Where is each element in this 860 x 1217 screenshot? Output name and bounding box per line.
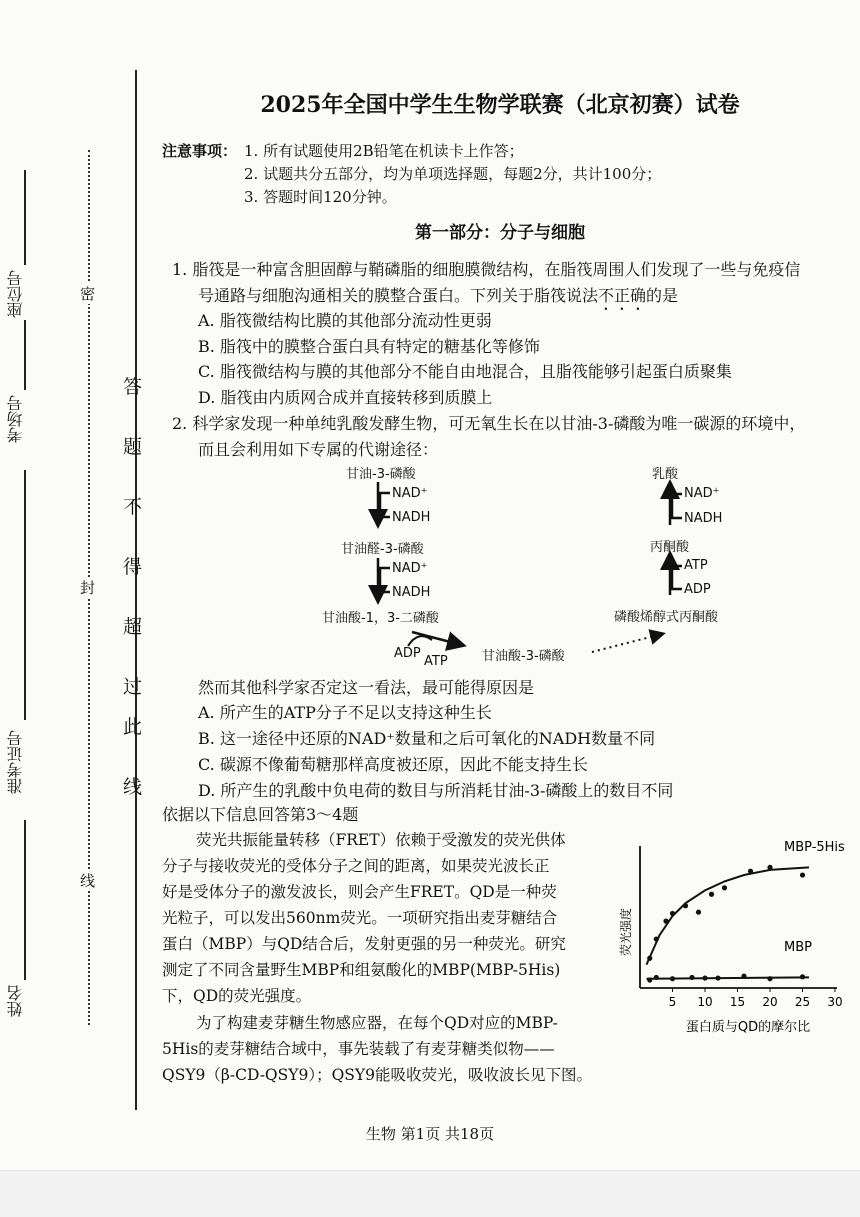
name-blank-line — [24, 820, 26, 980]
exam-title: 2025年全国中学生生物学联赛（北京初赛）试卷 — [260, 92, 740, 118]
label-lactate: 乳酸 — [652, 467, 679, 482]
bracket-atp — [672, 566, 682, 589]
viewer-bottom-band — [0, 1170, 860, 1217]
fret-chart — [612, 838, 852, 1038]
label-nadh-1: NADH — [392, 510, 431, 525]
warning-char: 题 — [123, 436, 143, 458]
page-footer: 生物 第1页 共18页 — [365, 1125, 495, 1143]
label-atp-2: ATP — [684, 558, 708, 573]
label-pyruvate: 丙酮酸 — [650, 540, 690, 555]
q2-stem-line2: 而且会利用如下专属的代谢途径： — [198, 440, 439, 459]
x-tick-label: 15 — [729, 995, 746, 1009]
arrow-3pg-to-pep — [592, 634, 662, 652]
data-point-mbp-5his — [654, 936, 659, 941]
info-line: 分子与接收荧光的受体分子之间的距离，如果荧光波长正 — [162, 857, 550, 875]
data-point-mbp-5his — [670, 911, 675, 916]
warning-char: 超 — [123, 616, 143, 638]
q2-option-b[interactable]: B. 这一途径中还原的NAD⁺数量和之后可氧化的NADH数量不同 — [198, 729, 656, 748]
bracket-nadh — [672, 494, 682, 518]
info-line: 测定了不同含量野生MBP和组氨酸化的MBP(MBP-5His) — [162, 961, 561, 979]
q2-option-d[interactable]: D. 所产生的乳酸中负电荷的数目与所消耗甘油-3-磷酸上的数目不同 — [198, 781, 674, 800]
warning-char: 答 — [123, 376, 143, 398]
room-number-label: 考场号 — [6, 395, 25, 443]
q1-option-d[interactable]: D. 脂筏由内质网合成并直接转移到质膜上 — [198, 388, 493, 407]
data-point-mbp-5his — [722, 885, 727, 890]
x-tick-label: 10 — [697, 995, 713, 1009]
seal-char-mi: 密 — [80, 285, 96, 303]
note-item: 1. 所有试题使用2B铅笔在机读卡上作答； — [244, 142, 524, 160]
q1-stem-end: 的是 — [646, 286, 679, 305]
x-tick-label: 5 — [668, 995, 677, 1009]
info-line: 下，QD的荧光强度。 — [162, 987, 312, 1005]
seat-number-label: 座位号 — [6, 270, 25, 318]
bracket-nad-1 — [380, 493, 390, 517]
data-point-mbp-5his — [767, 865, 772, 870]
ticket-number-label: 准考证号 — [6, 730, 25, 794]
label-nad-3: NAD⁺ — [684, 486, 720, 501]
warning-char: 得 — [123, 556, 143, 578]
q1-option-a[interactable]: A. 脂筏微结构比膜的其他部分流动性更弱 — [198, 311, 492, 330]
q1-stem-line1: 1. 脂筏是一种富含胆固醇与鞘磷脂的细胞膜微结构，在脂筏周围人们发现了一些与免疫信 — [172, 260, 801, 279]
warning-char: 此 — [123, 716, 143, 738]
data-point-mbp — [647, 977, 652, 982]
label-glyceraldehyde-3-phosphate: 甘油醛-3-磷酸 — [341, 542, 424, 557]
q1-option-c[interactable]: C. 脂筏微结构与膜的其他部分不能自由地混合，且脂筏能够引起蛋白质聚集 — [198, 362, 732, 381]
label-3-phosphoglycerate: 甘油酸-3-磷酸 — [482, 649, 565, 664]
info-line: 5His的麦芽糖结合域中，事先装载了有麦芽糖类似物—— — [162, 1040, 555, 1058]
info-line: 荧光共振能量转移（FRET）依赖于受激发的荧光供体 — [196, 831, 566, 849]
atp-curve — [408, 636, 432, 646]
label-adp-2: ADP — [684, 582, 711, 597]
seal-char-feng: 封 — [80, 579, 96, 597]
data-point-mbp — [800, 974, 805, 979]
label-nadh-3: NADH — [684, 511, 723, 526]
label-nad-1: NAD⁺ — [392, 486, 428, 501]
info-line: 光粒子，可以发出560nm荧光。一项研究指出麦芽糖结合 — [162, 909, 558, 927]
warning-char: 线 — [123, 776, 143, 798]
legend-mbp: MBP — [784, 940, 812, 955]
legend-mbp-5his: MBP-5His — [784, 840, 845, 855]
info-lead: 依据以下信息回答第3～4题 — [162, 805, 359, 824]
notes-label: 注意事项： — [162, 142, 238, 160]
x-tick-label: 20 — [762, 995, 778, 1009]
data-point-mbp — [654, 975, 659, 980]
section-heading: 第一部分：分子与细胞 — [415, 223, 585, 243]
note-item: 3. 答题时间120分钟。 — [244, 188, 397, 206]
q2-option-c[interactable]: C. 碳源不像葡萄糖那样高度被还原，因此不能支持生长 — [198, 755, 588, 774]
data-point-mbp — [702, 975, 707, 980]
q1-stem-text: 号通路与细胞沟通相关的膜整合蛋白。下列关于脂筏说法 — [198, 286, 599, 305]
arrow-bpg-to-3pg — [412, 632, 462, 645]
label-1-3-bisphosphoglycerate: 甘油酸-1，3-二磷酸 — [322, 611, 439, 626]
q1-option-b[interactable]: B. 脂筏中的膜整合蛋白具有特定的糖基化等修饰 — [198, 337, 540, 356]
data-point-mbp-5his — [800, 872, 805, 877]
data-point-mbp — [767, 976, 772, 981]
warning-char: 不 — [123, 496, 143, 518]
label-atp-1: ATP — [424, 654, 448, 669]
info-line: 为了构建麦芽糖生物感应器，在每个QD对应的MBP- — [196, 1014, 558, 1032]
data-point-mbp-5his — [748, 869, 753, 874]
bracket-nad-2 — [380, 568, 390, 592]
data-point-mbp-5his — [709, 892, 714, 897]
q2-question: 然而其他科学家否定这一看法，最可能得原因是 — [198, 678, 535, 697]
note-item: 2. 试题共分五部分，均为单项选择题，每题2分，共计100分； — [244, 165, 662, 183]
q2-option-a[interactable]: A. 所产生的ATP分子不足以支持这种生长 — [198, 703, 492, 722]
data-point-mbp — [689, 975, 694, 980]
label-nad-2: NAD⁺ — [392, 561, 428, 576]
data-point-mbp — [741, 974, 746, 979]
label-adp-1: ADP — [394, 646, 421, 661]
data-point-mbp-5his — [663, 919, 668, 924]
label-glycerol-3-phosphate: 甘油-3-磷酸 — [346, 467, 416, 482]
seal-char-xian: 线 — [80, 872, 96, 890]
y-axis-label: 荧光强度 — [619, 907, 633, 956]
x-tick-label: 25 — [794, 995, 811, 1009]
data-point-mbp — [670, 976, 675, 981]
label-nadh-2: NADH — [392, 585, 431, 600]
q1-emphasis: 不正确 — [598, 286, 647, 305]
data-point-mbp-5his — [683, 903, 688, 908]
x-axis-label: 蛋白质与QD的摩尔比 — [685, 1020, 811, 1035]
info-line: 好是受体分子的激发波长，则会产生FRET。QD是一种荧 — [162, 883, 557, 901]
label-phosphoenolpyruvate: 磷酸烯醇式丙酮酸 — [614, 610, 719, 625]
warning-char: 过 — [123, 676, 143, 698]
name-label: 姓名 — [6, 985, 25, 1017]
data-point-mbp-5his — [647, 956, 652, 961]
info-line: 蛋白（MBP）与QD结合后，发射更强的另一种荧光。研究 — [162, 935, 566, 953]
q2-stem-line1: 2. 科学家发现一种单纯乳酸发酵生物，可无氧生长在以甘油-3-磷酸为唯一碳源的环境中， — [172, 414, 806, 433]
info-line: QSY9（β-CD-QSY9）；QSY9能吸收荧光，吸收波长见下图。 — [162, 1066, 593, 1084]
data-point-mbp — [715, 975, 720, 980]
data-point-mbp-5his — [696, 910, 701, 915]
x-tick-label: 30 — [827, 995, 843, 1009]
